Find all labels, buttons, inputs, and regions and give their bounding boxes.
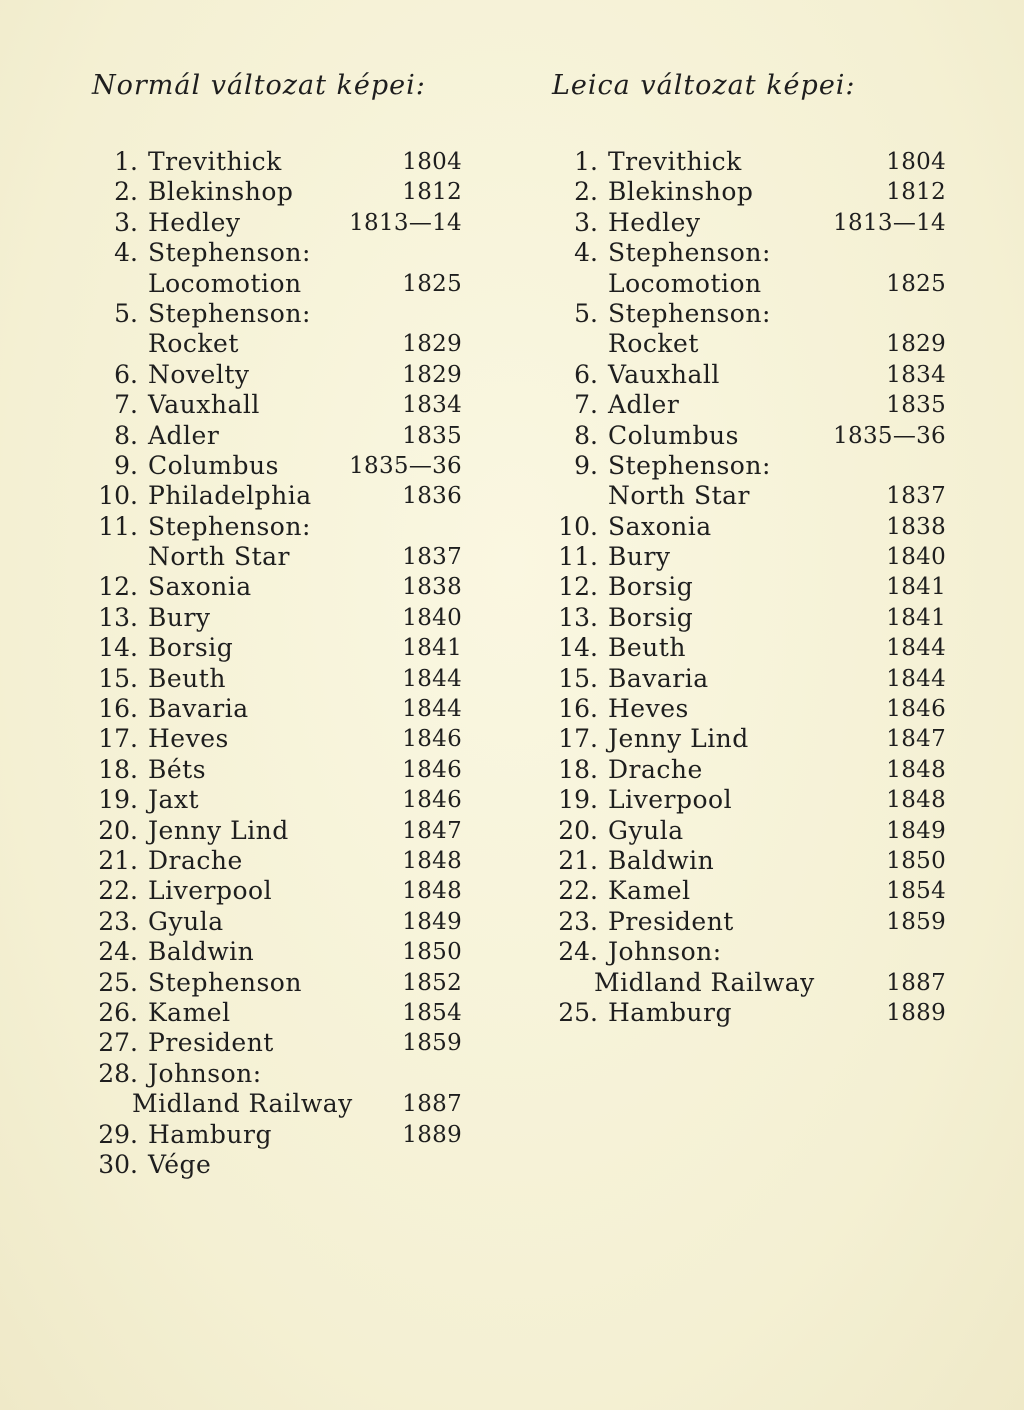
locomotive-year: 1849 xyxy=(402,908,462,935)
entry-number: 12. xyxy=(558,572,598,602)
list-item xyxy=(552,906,946,937)
entry-line xyxy=(552,633,946,663)
entry-number: 23. xyxy=(98,906,138,936)
entry-subline xyxy=(552,329,946,359)
locomotive-name: Trevithick xyxy=(148,147,282,176)
entry-subline xyxy=(92,1089,482,1119)
locomotive-name: Borsig xyxy=(608,572,694,602)
locomotive-year: 1841 xyxy=(886,574,946,601)
entry-line xyxy=(92,876,482,906)
entry-number: 22. xyxy=(558,876,598,906)
list-item xyxy=(92,481,482,511)
locomotive-name: Gyula xyxy=(148,906,224,936)
locomotive-name: Hedley xyxy=(148,207,241,237)
locomotive-name: Jaxt xyxy=(148,785,200,815)
list-item xyxy=(92,694,482,724)
locomotive-year: 1889 xyxy=(886,999,946,1026)
locomotive-year: 1847 xyxy=(886,726,946,753)
locomotive-year: 1838 xyxy=(402,574,462,601)
locomotive-name: Kamel xyxy=(608,876,691,906)
list-item xyxy=(552,511,946,542)
locomotive-year: 1829 xyxy=(402,331,462,358)
list-item xyxy=(552,845,946,876)
list-item xyxy=(92,360,482,390)
entry-number: 1. xyxy=(574,147,598,176)
entry-number: 18. xyxy=(98,754,138,784)
entry-line xyxy=(552,906,946,937)
entry-line xyxy=(552,876,946,906)
entry-line xyxy=(92,1059,482,1089)
entry-line xyxy=(92,451,482,481)
locomotive-year: 1813—14 xyxy=(349,209,462,236)
locomotive-name: Adler xyxy=(148,420,220,450)
entry-number: 16. xyxy=(98,694,138,724)
locomotive-year: 1846 xyxy=(402,787,462,814)
locomotive-year: 1835—36 xyxy=(833,422,946,449)
entry-number: 4. xyxy=(114,238,138,268)
locomotive-name: Columbus xyxy=(608,420,739,450)
list-item xyxy=(92,147,482,177)
list-item xyxy=(92,1120,482,1150)
list-item xyxy=(552,937,946,998)
locomotive-year: 1846 xyxy=(402,756,462,783)
entry-line xyxy=(552,177,946,207)
entry-number: 19. xyxy=(558,785,598,815)
locomotive-name: Vauxhall xyxy=(608,359,720,389)
locomotive-name: Drache xyxy=(148,845,243,875)
list-item xyxy=(552,602,946,633)
entry-number: 7. xyxy=(574,390,598,420)
entry-line xyxy=(92,755,482,785)
locomotive-name: President xyxy=(148,1028,274,1058)
entry-number: 9. xyxy=(574,450,598,480)
entry-number: 4. xyxy=(574,238,598,268)
entry-number: 14. xyxy=(98,633,138,663)
locomotive-year: 1841 xyxy=(402,635,462,662)
list-item xyxy=(92,633,482,663)
locomotive-year: 1825 xyxy=(886,270,946,297)
list-item xyxy=(552,238,946,299)
locomotive-model-name: North Star xyxy=(148,542,290,572)
locomotive-name: Hedley xyxy=(608,207,701,237)
entry-number: 2. xyxy=(574,177,598,207)
entry-number: 25. xyxy=(558,997,598,1027)
entry-number: 24. xyxy=(98,937,138,967)
locomotive-name: Blekinshop xyxy=(608,177,754,207)
entry-number: 23. xyxy=(558,906,598,936)
locomotive-name: Beuth xyxy=(608,633,686,663)
list-item xyxy=(552,724,946,754)
normal-version-column xyxy=(92,66,482,1180)
locomotive-name: Beuth xyxy=(148,663,226,693)
list-item xyxy=(92,572,482,602)
locomotive-name: Stephenson: xyxy=(608,238,771,268)
entry-number: 20. xyxy=(558,815,598,845)
entry-number: 6. xyxy=(574,359,598,389)
list-item xyxy=(92,664,482,694)
entry-number: 8. xyxy=(114,420,138,450)
locomotive-year: 1852 xyxy=(402,969,462,996)
entry-line xyxy=(92,572,482,602)
list-item xyxy=(92,937,482,967)
locomotive-name: Stephenson: xyxy=(608,298,771,328)
locomotive-name: Heves xyxy=(148,724,229,754)
list-item xyxy=(552,815,946,846)
locomotive-year: 1836 xyxy=(402,483,462,510)
locomotive-year: 1834 xyxy=(886,361,946,388)
entry-line xyxy=(92,816,482,846)
entry-number: 9. xyxy=(114,450,138,480)
entry-line xyxy=(552,511,946,542)
locomotive-name: Bury xyxy=(148,602,211,632)
entry-number: 17. xyxy=(98,724,138,754)
entry-line xyxy=(92,1120,482,1150)
list-item xyxy=(92,876,482,906)
entry-number: 15. xyxy=(558,663,598,693)
entry-number: 16. xyxy=(558,694,598,724)
locomotive-name: Stephenson: xyxy=(148,238,311,268)
list-item xyxy=(92,907,482,937)
entry-number: 24. xyxy=(558,937,598,967)
locomotive-year: 1812 xyxy=(886,179,946,206)
list-item xyxy=(552,450,946,512)
locomotive-model-name: North Star xyxy=(608,481,750,511)
entry-line xyxy=(92,481,482,511)
list-item xyxy=(92,421,482,451)
list-item xyxy=(552,359,946,390)
entry-line xyxy=(552,147,946,177)
entry-line xyxy=(552,754,946,785)
list-item xyxy=(552,177,946,207)
locomotive-name: Johnson: xyxy=(608,937,722,967)
entry-line xyxy=(552,572,946,602)
entry-number: 19. xyxy=(98,785,138,815)
entry-number: 5. xyxy=(114,298,138,328)
locomotive-year: 1848 xyxy=(886,787,946,814)
list-item xyxy=(552,147,946,177)
locomotive-name: Blekinshop xyxy=(148,177,294,207)
locomotive-year: 1848 xyxy=(402,847,462,874)
locomotive-year: 1859 xyxy=(402,1030,462,1057)
leica-version-heading: Leica változat képei: xyxy=(552,70,856,101)
locomotive-name: Philadelphia xyxy=(148,481,312,511)
locomotive-name: Liverpool xyxy=(148,876,273,906)
entry-line xyxy=(552,207,946,238)
list-item xyxy=(552,754,946,785)
list-item xyxy=(552,785,946,815)
locomotive-year: 1887 xyxy=(402,1091,462,1118)
list-item xyxy=(552,997,946,1028)
entry-number: 12. xyxy=(98,572,138,602)
entry-number: 27. xyxy=(98,1028,138,1058)
entry-number: 5. xyxy=(574,298,598,328)
list-item xyxy=(92,785,482,815)
list-item xyxy=(552,876,946,906)
locomotive-model-name: Locomotion xyxy=(608,268,762,298)
locomotive-year: 1804 xyxy=(402,149,462,175)
locomotive-name: Heves xyxy=(608,694,689,724)
entry-line xyxy=(552,845,946,876)
entry-line xyxy=(92,998,482,1028)
locomotive-year: 1846 xyxy=(402,726,462,753)
entry-line xyxy=(552,390,946,420)
entry-number: 20. xyxy=(98,815,138,845)
locomotive-year: 1844 xyxy=(402,696,462,723)
entry-number: 11. xyxy=(98,511,138,541)
locomotive-name: Hamburg xyxy=(608,997,732,1027)
entry-number: 13. xyxy=(558,602,598,632)
locomotive-year: 1844 xyxy=(402,665,462,692)
list-item xyxy=(92,998,482,1028)
locomotive-name: Jenny Lind xyxy=(148,815,289,845)
entry-number: 30. xyxy=(98,1149,138,1179)
list-item xyxy=(92,299,482,360)
list-item xyxy=(92,603,482,633)
locomotive-name: Liverpool xyxy=(608,785,733,815)
entry-number: 10. xyxy=(558,511,598,541)
locomotive-name: Trevithick xyxy=(608,147,742,176)
locomotive-name: Baldwin xyxy=(148,937,255,967)
locomotive-name: Béts xyxy=(148,754,207,784)
entry-line xyxy=(552,815,946,846)
entry-subline xyxy=(92,542,482,572)
entry-line xyxy=(92,694,482,724)
list-item xyxy=(552,207,946,238)
locomotive-name: Stephenson: xyxy=(148,298,311,328)
entry-number: 6. xyxy=(114,359,138,389)
list-item xyxy=(552,694,946,724)
entry-subline xyxy=(92,329,482,359)
list-item xyxy=(552,542,946,572)
locomotive-year: 1813—14 xyxy=(833,209,946,236)
locomotive-name: Stephenson xyxy=(148,967,302,997)
entry-line xyxy=(552,420,946,451)
entry-number: 10. xyxy=(98,481,138,511)
entry-line xyxy=(92,907,482,937)
list-item xyxy=(552,390,946,420)
locomotive-year: 1835 xyxy=(886,392,946,419)
locomotive-year: 1846 xyxy=(886,696,946,723)
locomotive-name: Jenny Lind xyxy=(608,724,749,754)
entry-subline xyxy=(552,268,946,299)
locomotive-name: Saxonia xyxy=(608,511,712,541)
locomotive-name: Borsig xyxy=(608,602,694,632)
locomotive-year: 1849 xyxy=(886,817,946,844)
entry-number: 3. xyxy=(574,207,598,237)
entry-line xyxy=(92,360,482,390)
locomotive-name: Johnson: xyxy=(148,1058,262,1088)
locomotive-name: Drache xyxy=(608,754,703,784)
entry-subline xyxy=(552,481,946,511)
entry-number: 13. xyxy=(98,602,138,632)
list-item xyxy=(92,1059,482,1120)
list-item xyxy=(92,755,482,785)
locomotive-year: 1840 xyxy=(402,604,462,631)
entry-number: 15. xyxy=(98,663,138,693)
entry-number: 21. xyxy=(558,845,598,875)
entry-number: 2. xyxy=(114,177,138,207)
entry-number: 3. xyxy=(114,207,138,237)
list-item xyxy=(92,177,482,207)
locomotive-model-name: Rocket xyxy=(148,329,239,359)
list-item xyxy=(92,451,482,481)
list-item xyxy=(92,390,482,420)
entry-subline xyxy=(552,967,946,998)
entry-line xyxy=(92,785,482,815)
locomotive-year: 1887 xyxy=(886,969,946,996)
locomotive-year: 1847 xyxy=(402,817,462,844)
entry-number: 1. xyxy=(114,147,138,176)
entry-line xyxy=(92,147,482,177)
entry-subline xyxy=(92,269,482,299)
normal-version-heading: Normál változat képei: xyxy=(92,70,426,101)
entry-line xyxy=(552,238,932,268)
list-item xyxy=(92,1028,482,1058)
locomotive-year: 1835—36 xyxy=(349,452,462,479)
entry-number: 25. xyxy=(98,967,138,997)
locomotive-year: 1889 xyxy=(402,1121,462,1148)
locomotive-name: Vauxhall xyxy=(148,390,260,420)
entry-line xyxy=(92,846,482,876)
entry-line xyxy=(552,724,946,754)
entry-line xyxy=(92,937,482,967)
locomotive-name: Saxonia xyxy=(148,572,252,602)
entry-number: 8. xyxy=(574,420,598,450)
locomotive-name: Kamel xyxy=(148,997,231,1027)
locomotive-year: 1859 xyxy=(886,908,946,935)
locomotive-year: 1837 xyxy=(886,483,946,510)
leica-version-list xyxy=(552,147,946,1028)
locomotive-name: Bavaria xyxy=(608,663,709,693)
locomotive-name: Baldwin xyxy=(608,845,715,875)
entry-line xyxy=(92,1150,482,1180)
entry-line xyxy=(552,359,946,390)
entry-line xyxy=(552,299,932,329)
locomotive-year: 1850 xyxy=(402,939,462,966)
list-item xyxy=(92,846,482,876)
entry-number: 28. xyxy=(98,1058,138,1088)
entry-line xyxy=(92,664,482,694)
entry-line xyxy=(92,1028,482,1058)
list-item xyxy=(552,663,946,694)
entry-number: 29. xyxy=(98,1119,138,1149)
entry-line xyxy=(552,663,946,694)
locomotive-name: Vége xyxy=(148,1149,212,1179)
entry-line xyxy=(552,694,946,724)
entry-line xyxy=(552,937,932,967)
list-item xyxy=(552,298,946,360)
entry-number: 26. xyxy=(98,997,138,1027)
locomotive-name: Hamburg xyxy=(148,1119,272,1149)
locomotive-name: Stephenson: xyxy=(148,511,311,541)
locomotive-name: Bavaria xyxy=(148,694,249,724)
locomotive-year: 1838 xyxy=(886,513,946,540)
locomotive-year: 1829 xyxy=(402,361,462,388)
list-item xyxy=(92,724,482,754)
list-item xyxy=(552,633,946,663)
list-item xyxy=(92,238,482,299)
entry-line xyxy=(92,208,482,238)
entry-line xyxy=(92,238,482,268)
entry-number: 18. xyxy=(558,754,598,784)
entry-line xyxy=(92,603,482,633)
list-item xyxy=(92,816,482,846)
locomotive-year: 1835 xyxy=(402,422,462,449)
entry-line xyxy=(92,177,482,207)
locomotive-year: 1854 xyxy=(402,999,462,1026)
locomotive-year: 1848 xyxy=(402,878,462,905)
list-item xyxy=(552,572,946,602)
entry-line xyxy=(92,724,482,754)
entry-line xyxy=(92,299,482,329)
locomotive-year: 1804 xyxy=(886,149,946,175)
entry-line xyxy=(552,602,946,633)
entry-line xyxy=(552,451,932,481)
entry-number: 11. xyxy=(558,542,598,572)
locomotive-model-name: Rocket xyxy=(608,329,699,359)
entry-number: 14. xyxy=(558,633,598,663)
locomotive-year: 1829 xyxy=(886,331,946,358)
locomotive-name: Bury xyxy=(608,542,671,572)
locomotive-name: Stephenson: xyxy=(608,450,771,480)
locomotive-year: 1840 xyxy=(886,544,946,571)
leica-version-column xyxy=(552,66,946,1028)
locomotive-name: President xyxy=(608,906,734,936)
locomotive-name: Columbus xyxy=(148,450,279,480)
locomotive-year: 1825 xyxy=(402,270,462,297)
list-item xyxy=(552,420,946,451)
entry-line xyxy=(552,997,946,1028)
locomotive-year: 1844 xyxy=(886,635,946,662)
list-item xyxy=(92,512,482,573)
entry-line xyxy=(92,421,482,451)
list-item xyxy=(92,1150,482,1180)
list-item xyxy=(92,968,482,998)
entry-number: 7. xyxy=(114,390,138,420)
locomotive-name: Adler xyxy=(608,390,680,420)
list-item xyxy=(92,208,482,238)
normal-version-list xyxy=(92,147,482,1180)
locomotive-year: 1844 xyxy=(886,665,946,692)
entry-line xyxy=(92,633,482,663)
entry-number: 17. xyxy=(558,724,598,754)
entry-line xyxy=(552,542,946,572)
entry-number: 21. xyxy=(98,845,138,875)
entry-line xyxy=(92,968,482,998)
locomotive-year: 1848 xyxy=(886,756,946,783)
locomotive-year: 1854 xyxy=(886,878,946,905)
locomotive-name: Borsig xyxy=(148,633,234,663)
locomotive-year: 1841 xyxy=(886,604,946,631)
entry-line xyxy=(552,785,946,815)
entry-line xyxy=(92,512,482,542)
locomotive-year: 1837 xyxy=(402,544,462,571)
entry-line xyxy=(92,390,482,420)
locomotive-model-name: Midland Railway xyxy=(132,1089,353,1119)
locomotive-name: Novelty xyxy=(148,359,250,389)
locomotive-model-name: Locomotion xyxy=(148,268,302,298)
locomotive-year: 1850 xyxy=(886,847,946,874)
locomotive-year: 1834 xyxy=(402,392,462,419)
locomotive-year: 1812 xyxy=(402,179,462,206)
locomotive-model-name: Midland Railway xyxy=(594,967,815,997)
entry-number: 22. xyxy=(98,876,138,906)
locomotive-name: Gyula xyxy=(608,815,684,845)
